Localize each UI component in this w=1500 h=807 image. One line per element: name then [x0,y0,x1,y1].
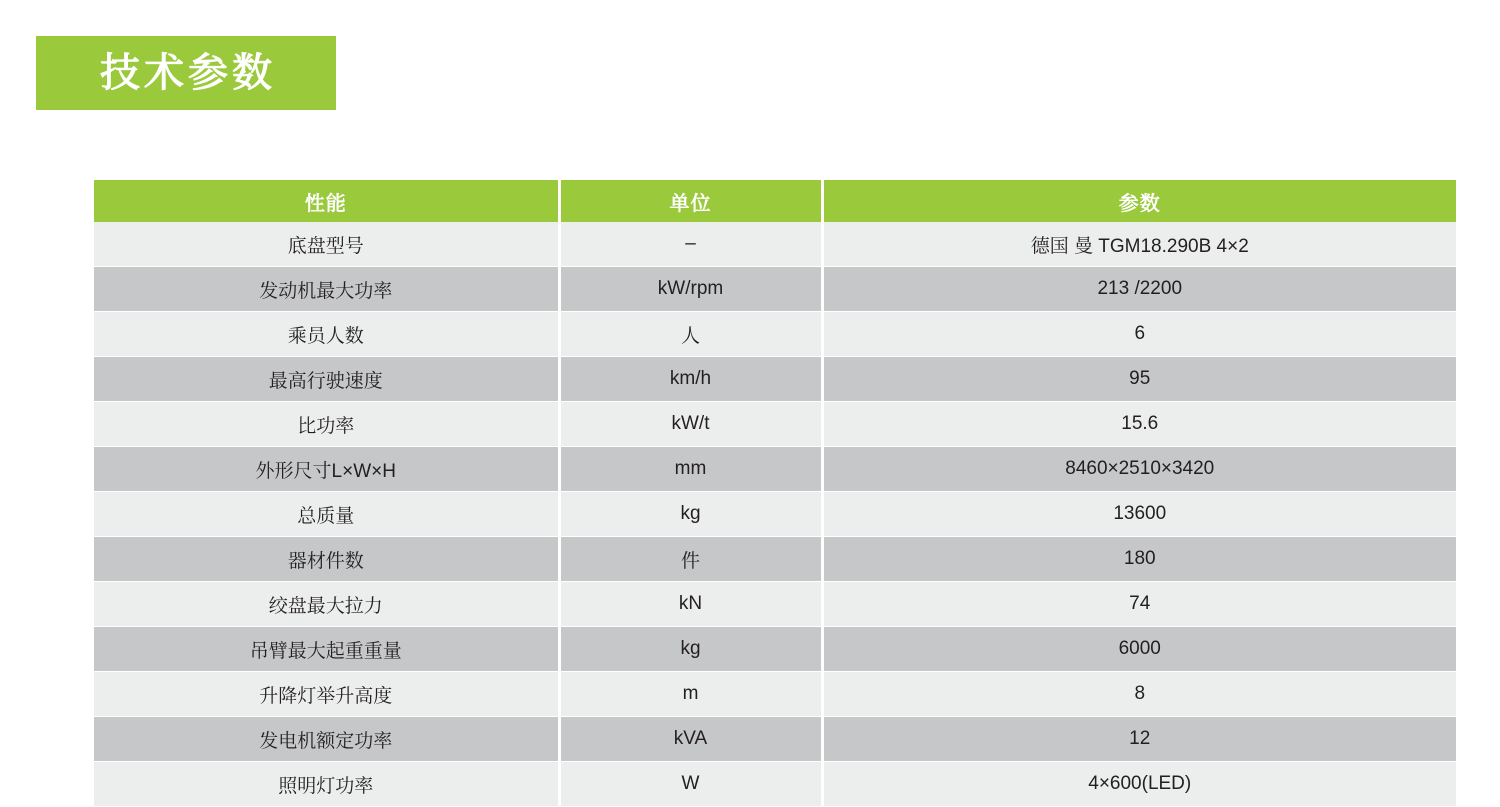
cell-parameter: 4×600(LED) [822,762,1456,807]
cell-performance: 发动机最大功率 [94,267,559,312]
table-row [94,222,1456,267]
cell-performance: 比功率 [94,402,559,447]
cell-unit: kg [559,627,822,672]
cell-unit: mm [559,447,822,492]
table-row [94,717,1456,762]
cell-unit: 人 [559,312,822,357]
cell-parameter: 12 [822,717,1456,762]
cell-parameter: 6 [822,312,1456,357]
column-header-performance: 性能 [94,180,559,222]
cell-unit: km/h [559,357,822,402]
cell-performance: 总质量 [94,492,559,537]
cell-unit: kW/rpm [559,267,822,312]
cell-unit: kW/t [559,402,822,447]
cell-parameter: 13600 [822,492,1456,537]
cell-performance: 升降灯举升高度 [94,672,559,717]
cell-unit: – [559,222,822,267]
cell-performance: 乘员人数 [94,312,559,357]
cell-performance: 照明灯功率 [94,762,559,807]
table-header-row [94,180,1456,222]
cell-performance: 吊臂最大起重重量 [94,627,559,672]
column-header-parameter: 参数 [822,180,1456,222]
table-row [94,267,1456,312]
table-row [94,447,1456,492]
column-header-unit: 单位 [559,180,822,222]
table-row [94,627,1456,672]
specifications-table [94,180,1456,807]
cell-performance: 发电机额定功率 [94,717,559,762]
cell-parameter: 8460×2510×3420 [822,447,1456,492]
cell-performance: 最高行驶速度 [94,357,559,402]
page-title: 技术参数 [100,51,276,95]
table-row [94,402,1456,447]
cell-parameter: 95 [822,357,1456,402]
table-row [94,492,1456,537]
cell-parameter: 213 /2200 [822,267,1456,312]
cell-unit: m [559,672,822,717]
cell-performance: 器材件数 [94,537,559,582]
cell-performance: 绞盘最大拉力 [94,582,559,627]
cell-parameter: 180 [822,537,1456,582]
cell-performance: 底盘型号 [94,222,559,267]
cell-parameter: 15.6 [822,402,1456,447]
cell-unit: W [559,762,822,807]
table-row [94,537,1456,582]
cell-parameter: 74 [822,582,1456,627]
table-row [94,312,1456,357]
cell-unit: kVA [559,717,822,762]
cell-performance: 外形尺寸L×W×H [94,447,559,492]
cell-parameter: 6000 [822,627,1456,672]
table-body [94,222,1456,807]
table-row [94,762,1456,807]
cell-unit: kg [559,492,822,537]
cell-parameter: 8 [822,672,1456,717]
table-row [94,357,1456,402]
cell-parameter: 德国 曼 TGM18.290B 4×2 [822,222,1456,267]
table-row [94,582,1456,627]
cell-unit: kN [559,582,822,627]
cell-unit: 件 [559,537,822,582]
table-header [94,180,1456,222]
table-row [94,672,1456,717]
section-title-banner [36,36,336,110]
